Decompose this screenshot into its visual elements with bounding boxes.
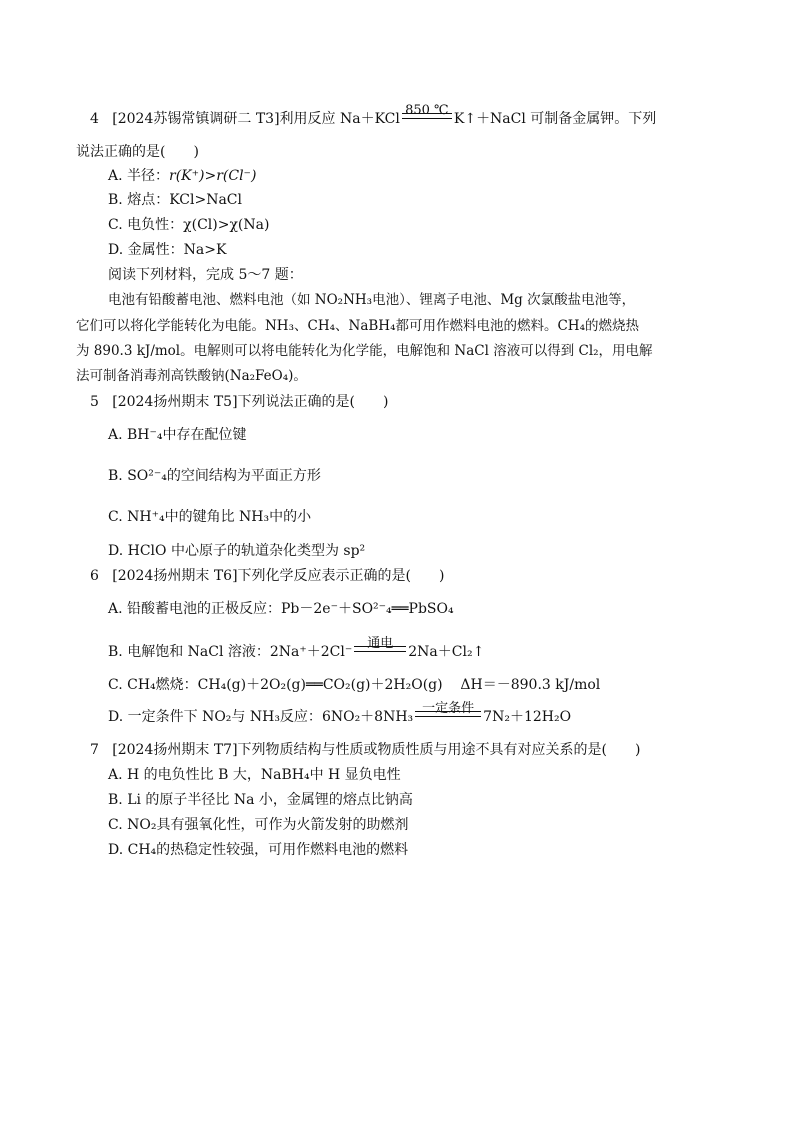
q6-option-d-right: 7N₂＋12H₂O [483,709,572,725]
q6-option-a [108,599,454,619]
q4-stem-line1 [90,103,657,129]
q4-condition: 850 ℃ [405,103,449,118]
q5-option-c: C. NH⁺₄中的键角比 NH₃中的小 [108,509,312,525]
q5-number: 5 [90,394,99,410]
q5-source: [2024扬州期末 T5] [112,394,238,410]
q4-stem-after: ＋NaCl 可制备金属钾。下列 [476,111,657,127]
q6-option-a-label: A. 铅酸蓄电池的正极反应： [108,601,282,617]
q6-option-b-right: 2Na＋Cl₂↑ [408,644,485,660]
q6-option-b [108,636,485,662]
q6-option-b-label: B. 电解饱和 NaCl 溶液： [108,644,270,660]
q5-stem-text: 下列说法正确的是( ) [237,394,389,410]
q7-stem-text: 下列物质结构与性质或物质性质与用途不具有对应关系的是( ) [237,742,641,758]
q6-option-d-condition: 一定条件 [422,701,475,716]
q6-option-d [108,701,572,727]
q4-option-a-math: r(K⁺)>r(Cl⁻) [169,168,257,184]
q7-option-c: C. NO₂具有强氧化性，可作为火箭发射的助燃剂 [108,817,409,833]
q6-option-d-left: 6NO₂＋8NH₃ [321,709,414,725]
q4-option-c-prefix: C. 电负性： [108,217,184,233]
material-line2: 它们可以将化学能转化为电能。NH₃、CH₄、NaBH₄都可用作燃料电池的燃料。CH₄的燃烧热 [76,318,639,334]
q4-stem-line2: 说法正确的是( ) [76,144,199,160]
q7-option-a: A. H 的电负性比 B 大，NaBH₄中 H 显负电性 [108,767,401,783]
q4-option-c-math: χ(Cl)>χ(Na) [183,217,270,233]
up-arrow-icon: ↑ [464,111,477,127]
q4-option-a-prefix: A. 半径： [108,168,170,184]
q7-option-d: D. CH₄的热稳定性较强，可用作燃料电池的燃料 [108,842,409,858]
q4-source: [2024苏锡常镇调研二 T3] [112,111,280,127]
q6-option-c-label: C. CH₄燃烧： [108,677,198,693]
q4-option-a [108,166,256,186]
q6-stem-text: 下列化学反应表示正确的是( ) [237,568,445,584]
q4-option-b: B. 熔点：KCl>NaCl [108,192,242,208]
material-line1: 电池有铅酸蓄电池、燃料电池（如 NO₂NH₃电池）、锂离子电池、Mg 次氯酸盐电池等， [108,292,636,308]
q7-number: 7 [90,742,99,758]
q4-stem-before: 利用反应 Na＋KCl [279,111,400,127]
q5-stem [90,392,388,412]
q6-option-d-label: D. 一定条件下 NO₂与 NH₃反应： [108,709,322,725]
q6-option-c-enthalpy: ΔH＝－890.3 kJ/mol [460,677,601,693]
q6-option-b-condition-arrow [354,636,406,662]
q6-option-b-condition: 通电 [367,636,394,651]
q6-source: [2024扬州期末 T6] [112,568,238,584]
q5-option-b: B. SO²⁻₄的空间结构为平面正方形 [108,468,321,484]
q6-option-b-left: 2Na⁺＋2Cl⁻ [269,644,353,660]
material-line4: 法可制备消毒剂高铁酸钠(Na₂FeO₄)。 [76,368,307,384]
q7-stem [90,740,640,760]
q6-stem [90,566,444,586]
q5-option-d: D. HClO 中心原子的轨道杂化类型为 sp² [108,543,366,559]
q7-source: [2024扬州期末 T7] [112,742,238,758]
q4-product-k: K [453,111,465,127]
q6-option-c-equation: CH₄(g)＋2O₂(g)══CO₂(g)＋2H₂O(g) [197,677,443,693]
q4-reaction-condition-arrow [402,103,452,129]
material-intro: 阅读下列材料，完成 5～7 题： [108,267,303,283]
q6-option-c [108,675,600,695]
q5-option-a: A. BH⁻₄中存在配位键 [108,427,247,443]
q4-option-d: D. 金属性：Na>K [108,242,227,258]
q4-number: 4 [90,111,99,127]
q6-option-d-condition-arrow [415,701,481,727]
q4-option-c [108,215,269,235]
q6-option-a-equation: Pb－2e⁻＋SO²⁻₄══PbSO₄ [281,601,454,617]
q7-option-b: B. Li 的原子半径比 Na 小，金属锂的熔点比钠高 [108,792,413,808]
material-line3: 为 890.3 kJ/mol。电解则可以将电能转化为化学能，电解饱和 NaCl 溶液可以得到 Cl₂，用电解 [76,343,653,359]
q6-number: 6 [90,568,99,584]
